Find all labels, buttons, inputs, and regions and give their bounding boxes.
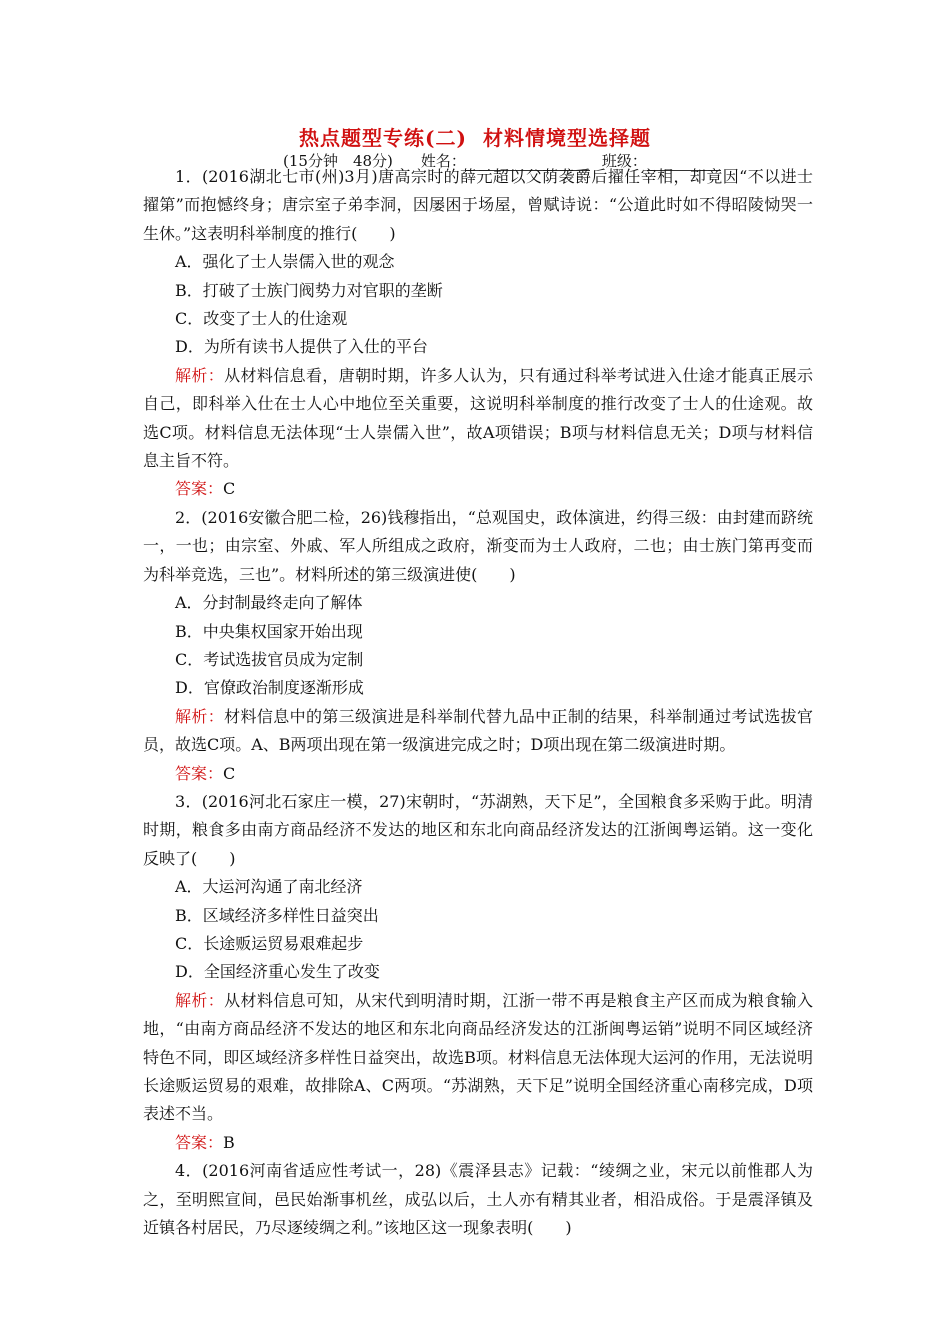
question-2-stem: 2．(2016安徽合肥二检，26)钱穆指出，“总观国史，政体演进，约得三级：由封建而跻统一，一也；由宗室、外戚、军人所组成之政府，渐变而为士人政府，二也；由士族门第再变而为科举竞选，三也”。材料所述的第三级演进使( ): [143, 507, 813, 584]
question-3-option-d: D．全国经济重心发生了改变: [175, 962, 380, 982]
page-title: [0, 122, 950, 151]
question-3-analysis: [143, 987, 813, 1129]
question-3-answer-value: B: [223, 1132, 235, 1152]
title-part-1: 热点题型专练(二): [299, 126, 467, 150]
question-1-stem: 1．(2016湖北七市(州)3月)唐高宗时的薛元超以父荫袭爵后擢任宰相，却竟因“不以进士擢第”而抱憾终身；唐宗室子弟李洞，因屡困于场屋，曾赋诗说：“公道此时如不得昭陵恸哭一生休。”这表明科举制度的推行( ): [143, 167, 813, 243]
question-3-option-a: A．大运河沟通了南北经济: [175, 877, 363, 897]
question-list: [143, 163, 813, 1242]
question-2-answer: [143, 760, 813, 788]
question-1-option-b: B．打破了士族门阀势力对官职的垄断: [175, 280, 443, 300]
question-2-analysis-text: 材料信息中的第三级演进是科举制代替九品中正制的结果，科举制通过考试选拔官员，故选C项。A、B两项出现在第一级演进完成之时；D项出现在第二级演进时期。: [143, 706, 813, 755]
question-1-answer: [143, 475, 813, 503]
analysis-label: 解析：: [175, 365, 225, 385]
question-1-analysis: [143, 362, 813, 476]
question-2-option-b: B．中央集权国家开始出现: [175, 621, 363, 641]
question-2-option-a: A．分封制最终走向了解体: [175, 593, 363, 613]
question-1-answer-value: C: [223, 479, 236, 499]
question-2-option-d: D．官僚政治制度逐渐形成: [175, 678, 364, 698]
question-4-stem: 4．(2016河南省适应性考试一，28)《震泽县志》记载：“绫绸之业，宋元以前惟郡人为之，至明熙宣间，邑民始渐事机丝，成弘以后，土人亦有精其业者，相沿成俗。于是震泽镇及近镇各村居民，乃尽逐绫绸之利。”该地区这一现象表明( ): [143, 1161, 813, 1238]
answer-label: 答案：: [175, 1132, 224, 1152]
name-label: 姓名：: [420, 152, 466, 170]
question-1-option-a: A．强化了士人崇儒入世的观念: [175, 252, 395, 272]
question-2-answer-value: C: [223, 763, 236, 783]
question-3-option-c: C．长途贩运贸易艰难起步: [175, 933, 364, 953]
class-label: 班级：: [601, 152, 647, 170]
question-2-option-c: C．考试选拔官员成为定制: [175, 649, 364, 669]
question-3-option-b: B．区域经济多样性日益突出: [175, 905, 379, 925]
time-score: (15分钟 48分): [283, 152, 393, 170]
analysis-label: 解析：: [175, 990, 225, 1010]
question-1-option-c: C．改变了士人的仕途观: [175, 309, 348, 329]
analysis-label: 解析：: [175, 706, 225, 726]
answer-label: 答案：: [175, 479, 224, 499]
question-1-analysis-text: 从材料信息看，唐朝时期，许多人认为，只有通过科举考试进入仕途才能真正展示自己，即科举入仕在士人心中地位至关重要，这说明科举制度的推行改变了士人的仕途观。故选C项。材料信息无法体现“士人崇儒入世”，故A项错误；B项与材料信息无关；D项与材料信息主旨不符。: [143, 365, 813, 471]
title-part-2: 材料情境型选择题: [482, 126, 651, 150]
question-1-option-d: D．为所有读书人提供了入仕的平台: [175, 337, 428, 357]
question-3-stem: 3．(2016河北石家庄一模，27)宋朝时，“苏湖熟，天下足”，全国粮食多采购于此。明清时期，粮食多由南方商品经济不发达的地区和东北向商品经济发达的江浙闽粤运销。这一变化反映了( ): [143, 791, 813, 868]
answer-label: 答案：: [175, 763, 224, 783]
question-2-analysis: [143, 703, 813, 760]
question-3-analysis-text: 从材料信息可知，从宋代到明清时期，江浙一带不再是粮食主产区而成为粮食输入地，“由南方商品经济不发达的地区和东北向商品经济发达的江浙闽粤运销”说明不同区域经济特色不同，即区域经济多样性日益突出，故选B项。材料信息无法体现大运河的作用，无法说明长途贩运贸易的艰难，故排除A、C两项。“苏湖熟，天下足”说明全国经济重心南移完成，D项表述不当。: [143, 990, 813, 1124]
question-3-answer: [143, 1129, 813, 1157]
